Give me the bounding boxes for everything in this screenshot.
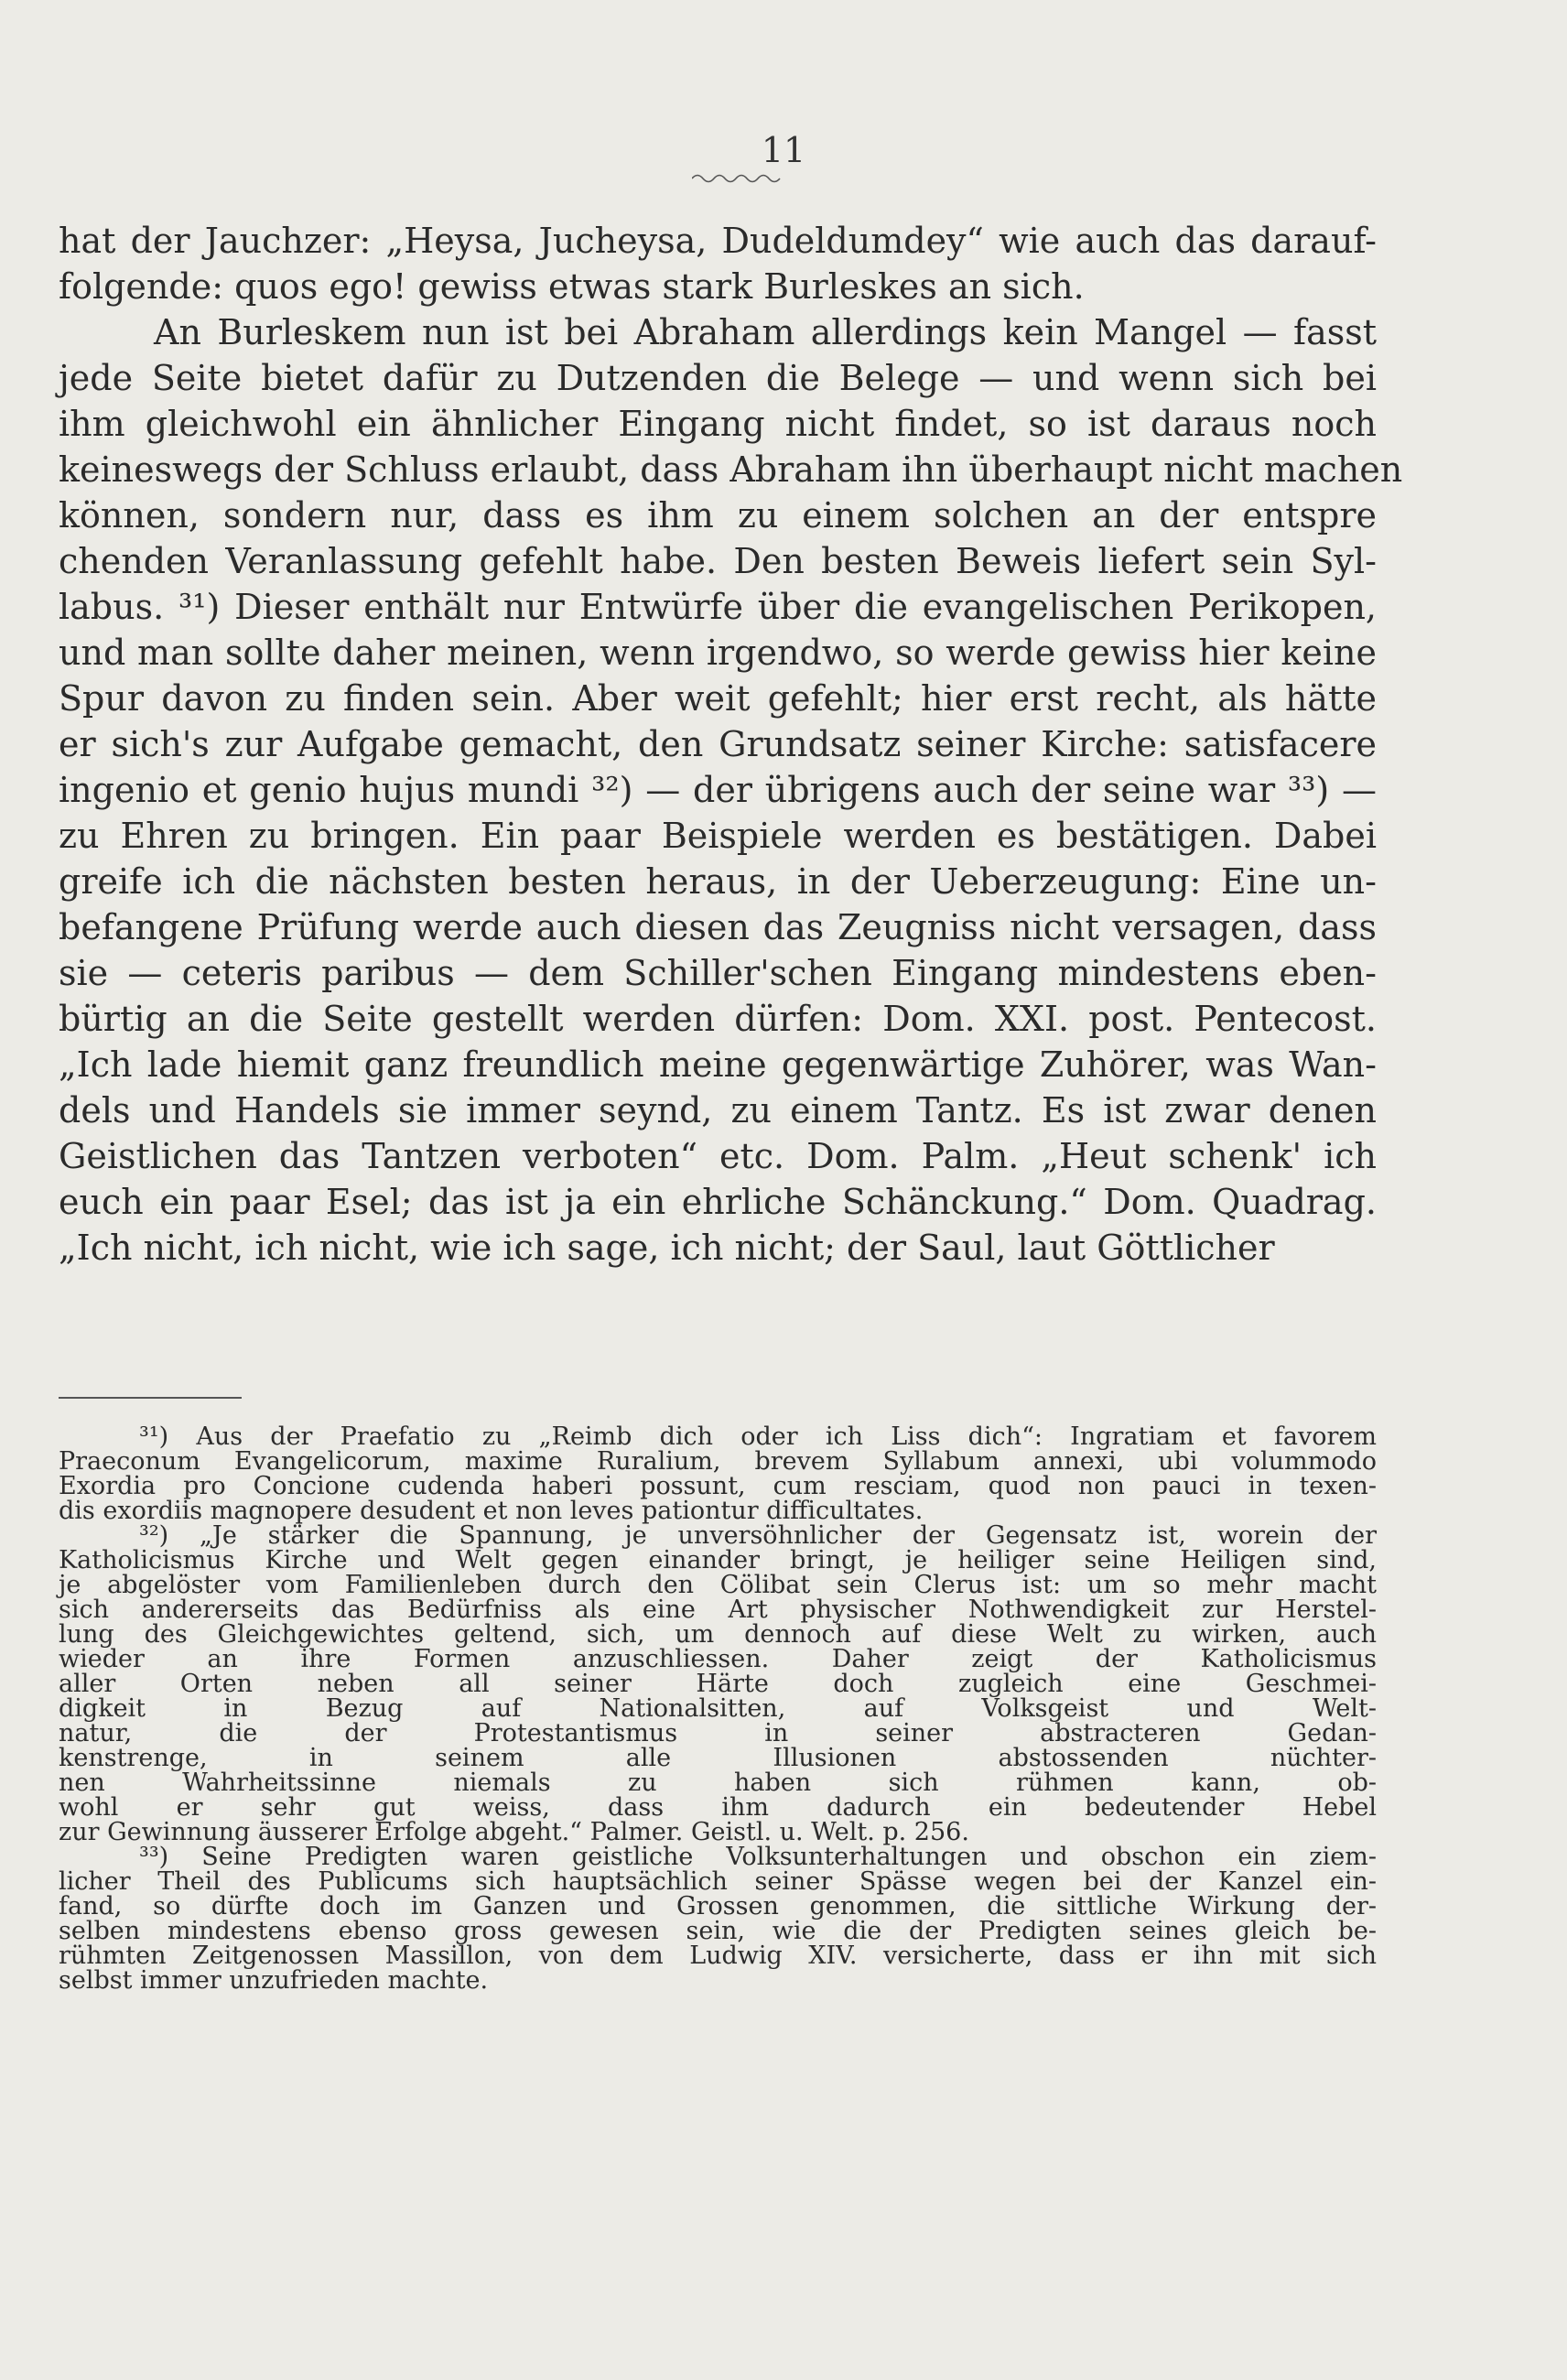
footnote-line: sich andererseits das Bedürfniss als eine Art physischer Nothwendigkeit zur Herstel-: [59, 1596, 1377, 1624]
footnotes: [59, 1424, 1377, 1993]
body-line: Spur davon zu finden sein. Aber weit gefehlt; hier erst recht, als hätte: [59, 678, 1377, 719]
footnote-line: digkeit in Bezug auf Nationalsitten, auf Volksgeist und Welt-: [59, 1694, 1377, 1723]
footnote-line: Praeconum Evangelicorum, maxime Ruralium, brevem Syllabum annexi, ubi volummodo: [59, 1447, 1377, 1476]
footnote-line: ³³) Seine Predigten waren geistliche Volksunterhaltungen und obschon ein ziem-: [139, 1843, 1377, 1871]
footnote-line: zur Gewinnung äusserer Erfolge abgeht.“ Palmer. Geistl. u. Welt. p. 256.: [59, 1818, 969, 1846]
body-line: ingenio et genio hujus mundi ³²) — der übrigens auch der seine war ³³) —: [59, 770, 1377, 810]
footnote-line: rühmten Zeitgenossen Massillon, von dem Ludwig XIV. versicherte, dass er ihn mit sich: [59, 1942, 1377, 1970]
body-line: dels und Handels sie immer seynd, zu einem Tantz. Es ist zwar denen: [59, 1090, 1377, 1130]
body-line: „Ich lade hiemit ganz freundlich meine gegenwärtige Zuhörer, was Wan-: [59, 1044, 1377, 1085]
body-line: können, sondern nur, dass es ihm zu einem solchen an der entspre: [59, 495, 1377, 536]
body-line: und man sollte daher meinen, wenn irgendwo, so werde gewiss hier keine: [59, 633, 1377, 673]
footnote-line: dis exordiis magnopere desudent et non leves pationtur difficultates.: [59, 1497, 924, 1525]
footnote-line: je abgelöster vom Familienleben durch den Cölibat sein Clerus ist: um so mehr macht: [59, 1571, 1377, 1599]
footnote-line: selbst immer unzufrieden machte.: [59, 1966, 489, 1995]
body-line: er sich's zur Aufgabe gemacht, den Grundsatz seiner Kirche: satisfacere: [59, 724, 1377, 764]
footnote-line: lung des Gleichgewichtes geltend, sich, um dennoch auf diese Welt zu wirken, auch: [59, 1620, 1377, 1649]
footnote-line: nen Wahrheitssinne niemals zu haben sich rühmen kann, ob-: [59, 1769, 1377, 1797]
footnote-line: wohl er sehr gut weiss, dass ihm dadurch ein bedeutender Hebel: [59, 1793, 1377, 1822]
footnote-line: licher Theil des Publicums sich hauptsächlich seiner Spässe wegen bei der Kanzel ein-: [59, 1867, 1377, 1896]
footnote-line: ³²) „Je stärker die Spannung, je unversöhnlicher der Gegensatz ist, worein der: [139, 1521, 1377, 1550]
body-line: folgende: quos ego! gewiss etwas stark Burleskes an sich.: [59, 266, 1085, 307]
body-line: „Ich nicht, ich nicht, wie ich sage, ich nicht; der Saul, laut Göttlicher: [59, 1228, 1275, 1268]
footnote-line: ³¹) Aus der Praefatio zu „Reimb dich oder ich Liss dich“: Ingratiam et favorem: [139, 1423, 1377, 1451]
body-line: Geistlichen das Tantzen verboten“ etc. Dom. Palm. „Heut schenk' ich: [59, 1136, 1377, 1176]
body-line: labus. ³¹) Dieser enthält nur Entwürfe über die evangelischen Perikopen,: [59, 587, 1377, 627]
page-number: 11: [761, 130, 806, 170]
footnote-line: kenstrenge, in seinem alle Illusionen abstossenden nüchter-: [59, 1744, 1377, 1772]
body-line: An Burleskem nun ist bei Abraham allerdings kein Mangel — fasst: [154, 312, 1377, 352]
body-line: bürtig an die Seite gestellt werden dürfen: Dom. XXI. post. Pentecost.: [59, 999, 1377, 1039]
body-line: keineswegs der Schluss erlaubt, dass Abraham ihn überhaupt nicht machen: [59, 449, 1403, 490]
footnote-line: aller Orten neben all seiner Härte doch zugleich eine Geschmei-: [59, 1670, 1377, 1698]
footnote-line: selben mindestens ebenso gross gewesen sein, wie die der Predigten seines gleich be-: [59, 1917, 1377, 1945]
body-line: chenden Veranlassung gefehlt habe. Den besten Beweis liefert sein Syl-: [59, 541, 1377, 581]
body-line: greife ich die nächsten besten heraus, in der Ueberzeugung: Eine un-: [59, 861, 1377, 902]
body-line: befangene Prüfung werde auch diesen das Zeugniss nicht versagen, dass: [59, 907, 1377, 947]
body-line: sie — ceteris paribus — dem Schiller'schen Eingang mindestens eben-: [59, 953, 1377, 993]
body-line: hat der Jauchzer: „Heysa, Jucheysa, Dudeldumdey“ wie auch das darauf-: [59, 221, 1377, 261]
body-line: zu Ehren zu bringen. Ein paar Beispiele werden es bestätigen. Dabei: [59, 816, 1377, 856]
body-line: ihm gleichwohl ein ähnlicher Eingang nicht findet, so ist daraus noch: [59, 404, 1377, 444]
footnote-line: natur, die der Protestantismus in seiner abstracteren Gedan-: [59, 1719, 1377, 1747]
footnote-line: Exordia pro Concione cudenda haberi possunt, cum resciam, quod non pauci in texen-: [59, 1472, 1377, 1500]
footnote-rule: [59, 1397, 242, 1399]
wave-ornament-icon: [692, 172, 784, 185]
footnote-line: fand, so dürfte doch im Ganzen und Grossen genommen, die sittliche Wirkung der-: [59, 1892, 1377, 1920]
body-line: euch ein paar Esel; das ist ja ein ehrliche Schänckung.“ Dom. Quadrag.: [59, 1182, 1377, 1222]
body-line: jede Seite bietet dafür zu Dutzenden die Belege — und wenn sich bei: [59, 358, 1377, 398]
main-text: [59, 218, 1403, 1271]
footnote-line: wieder an ihre Formen anzuschliessen. Daher zeigt der Katholicismus: [59, 1645, 1377, 1673]
footnote-line: Katholicismus Kirche und Welt gegen einander bringt, je heiliger seine Heiligen sind,: [59, 1546, 1377, 1574]
